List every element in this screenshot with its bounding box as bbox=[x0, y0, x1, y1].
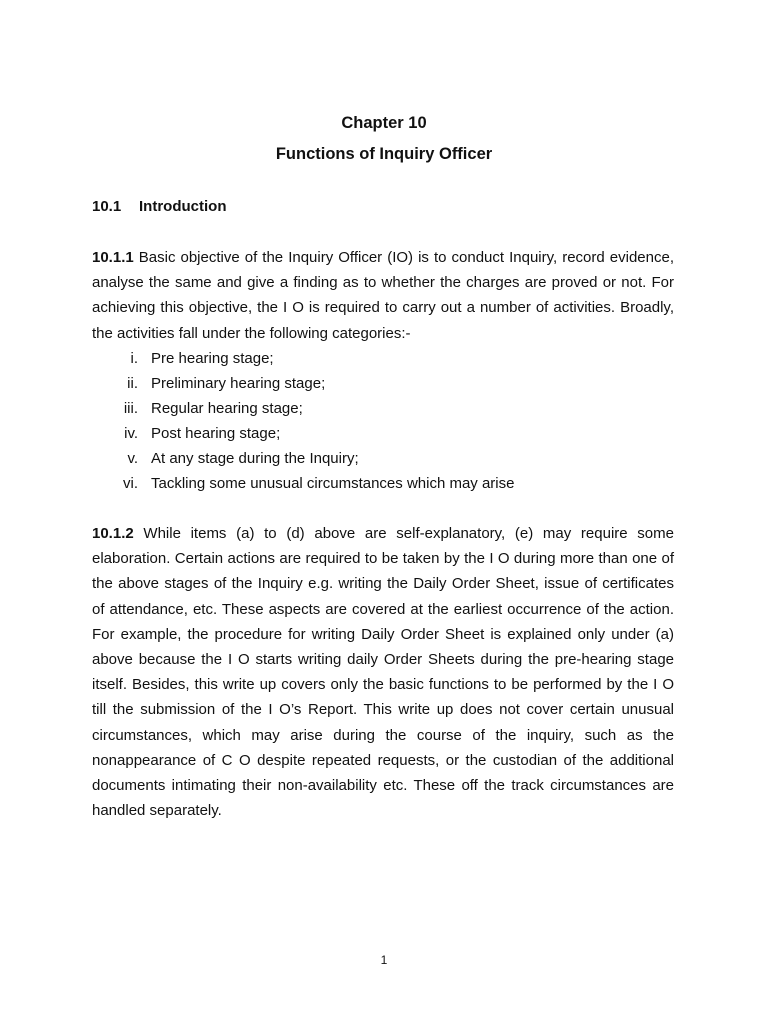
paragraph-number: 10.1.1 bbox=[92, 249, 134, 266]
list-marker: vi. bbox=[123, 475, 138, 493]
list-item bbox=[92, 371, 674, 396]
list-item bbox=[92, 446, 674, 471]
section-number: 10.1 bbox=[92, 198, 122, 215]
list-item bbox=[92, 396, 674, 421]
list-item-text: At any stage during the Inquiry; bbox=[151, 450, 359, 468]
list-item-text: Regular hearing stage; bbox=[151, 400, 303, 418]
stage-list bbox=[92, 346, 674, 497]
list-item bbox=[92, 346, 674, 371]
section-title: Introduction bbox=[139, 198, 227, 215]
paragraph-10-1-2 bbox=[92, 521, 674, 823]
list-marker: ii. bbox=[127, 375, 138, 393]
paragraph-text: While items (a) to (d) above are self-explanatory, (e) may require some elaboration. Certain actions are required to be taken by the I O during more than one of the above stages of the Inquiry e.g. writing the Daily Order Sheet, issue of certificates of attendance, etc. These aspects are covered at the earliest occurrence of the action. For example, the procedure for writing Daily Order Sheet is explained only under (a) above because the I O starts writing daily Order Sheets during the pre-hearing stage itself. Besides, this write up covers only the basic functions to be performed by the I O till the submission of the I O’s Report. This write up does not cover certain unusual circumstances, which may arise during the course of the inquiry, such as the nonappearance of C O despite repeated requests, or the custodian of the additional documents intimating their non-availability etc. These off the track circumstances are handled separately. bbox=[92, 525, 674, 820]
list-item-text: Post hearing stage; bbox=[151, 425, 281, 443]
list-item-text: Tackling some unusual circumstances which may arise bbox=[151, 475, 515, 493]
paragraph-text: Basic objective of the Inquiry Officer (IO) is to conduct Inquiry, record evidence, analyse the same and give a finding as to whether the charges are proved or not. For achieving this objective, the I O is required to carry out a number of activities. Broadly, the activities fall under the following categories:- bbox=[92, 249, 674, 342]
chapter-label: Chapter 10 bbox=[341, 114, 427, 132]
paragraph-10-1-1 bbox=[92, 245, 674, 346]
page-number: 1 bbox=[380, 953, 388, 967]
list-item bbox=[92, 421, 674, 446]
list-item bbox=[92, 471, 674, 496]
list-marker: iii. bbox=[123, 400, 138, 418]
list-marker: v. bbox=[127, 450, 138, 468]
section-heading bbox=[92, 198, 226, 215]
paragraph-number: 10.1.2 bbox=[92, 525, 134, 542]
list-item-text: Preliminary hearing stage; bbox=[151, 375, 326, 393]
list-item-text: Pre hearing stage; bbox=[151, 350, 274, 367]
list-marker: iv. bbox=[124, 425, 138, 443]
chapter-title: Functions of Inquiry Officer bbox=[275, 145, 493, 163]
list-marker: i. bbox=[130, 350, 138, 367]
